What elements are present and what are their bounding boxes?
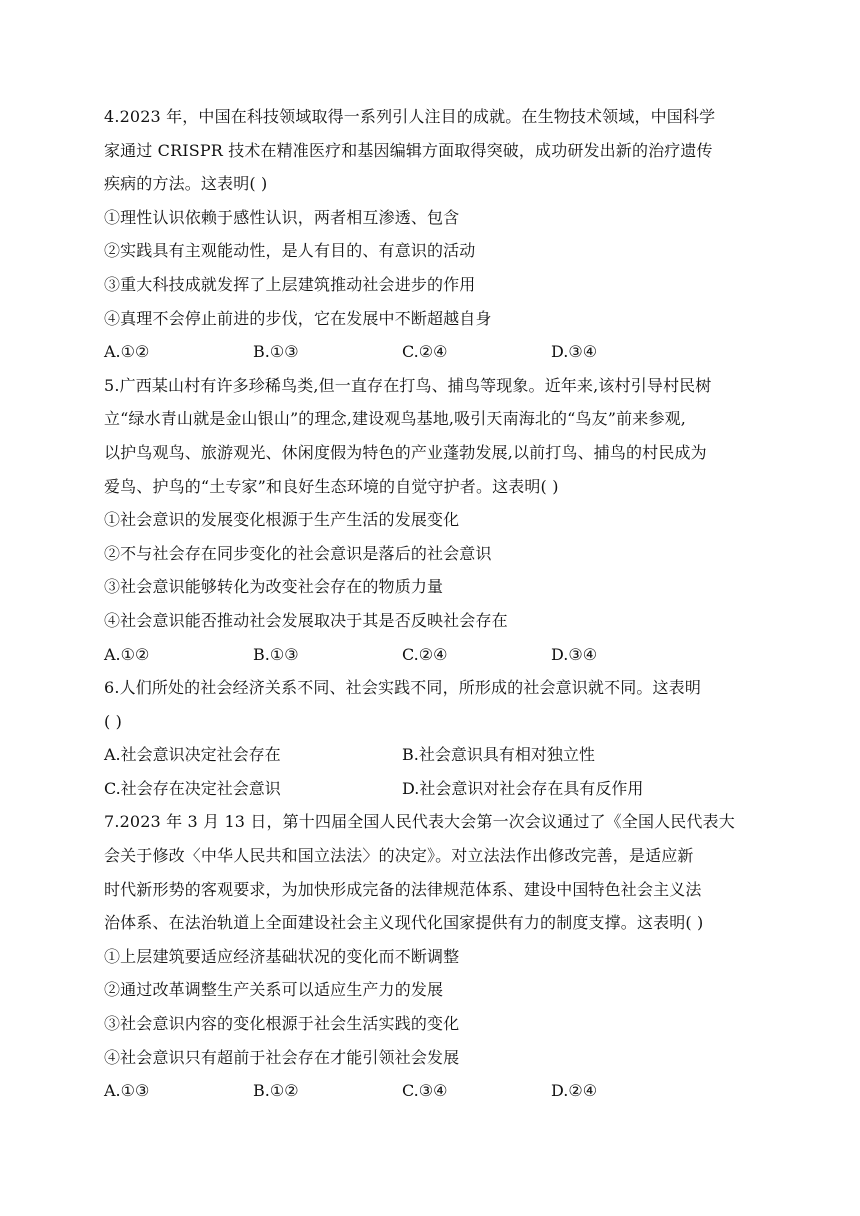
question-5 [104, 369, 764, 671]
answer-options [104, 335, 764, 369]
option-a: A.社会意识决定社会存在 [104, 745, 281, 765]
question-stem-line: 7.2023 年 3 月 13 日，第十四届全国人民代表大会第一次会议通过了《全国人民代表大 [104, 812, 735, 832]
option-d: D.③④ [551, 644, 598, 664]
statement-1: ①上层建筑要适应经济基础状况的变化而不断调整 [104, 946, 460, 966]
question-6 [104, 671, 764, 805]
statement-2: ②通过改革调整生产关系可以适应生产力的发展 [104, 980, 444, 1000]
answer-options [104, 638, 764, 672]
option-b: B.①③ [253, 342, 299, 362]
option-c: C.③④ [402, 1081, 448, 1101]
statement-3: ③社会意识内容的变化根源于社会生活实践的变化 [104, 1014, 460, 1034]
statement-1: ①社会意识的发展变化根源于生产生活的发展变化 [104, 510, 460, 530]
answer-options [104, 1074, 764, 1108]
option-c: C.②④ [402, 342, 448, 362]
question-stem-line: 家通过 CRISPR 技术在精准医疗和基因编辑方面取得突破，成功研发出新的治疗遗传 [104, 140, 713, 160]
question-stem-line: 4.2023 年，中国在科技领域取得一系列引人注目的成就。在生物技术领域，中国科学 [104, 107, 716, 126]
question-stem-line: ( ) [104, 711, 123, 731]
option-d: D.②④ [551, 1081, 598, 1101]
statement-4: ④社会意识能否推动社会发展取决于其是否反映社会存在 [104, 610, 508, 630]
question-stem-line: 疾病的方法。这表明( ) [104, 174, 268, 194]
statement-4: ④社会意识只有超前于社会存在才能引领社会发展 [104, 1047, 460, 1067]
question-stem-line: 会关于修改〈中华人民共和国立法法〉的决定》。对立法法作出修改完善，是适应新 [104, 846, 694, 866]
option-b: B.①② [253, 1081, 299, 1101]
option-a: A.①③ [104, 1081, 150, 1101]
question-stem-line: 立“绿水青山就是金山银山”的理念,建设观鸟基地,吸引天南海北的“鸟友”前来参观, [104, 409, 686, 429]
statement-4: ④真理不会停止前进的步伐，它在发展中不断超越自身 [104, 308, 492, 328]
option-c: C.社会存在决定社会意识 [104, 778, 281, 798]
statement-3: ③社会意识能够转化为改变社会存在的物质力量 [104, 577, 444, 597]
statement-1: ①理性认识依赖于感性认识，两者相互渗透、包含 [104, 207, 460, 227]
answer-options-row [104, 772, 764, 806]
question-stem-line: 治体系、在法治轨道上全面建设社会主义现代化国家提供有力的制度支撑。这表明( ) [104, 913, 704, 933]
answer-options-row [104, 738, 764, 772]
option-c: C.②④ [402, 644, 448, 664]
option-a: A.①② [104, 342, 150, 362]
option-d: D.③④ [551, 342, 598, 362]
question-stem-line: 6.人们所处的社会经济关系不同、社会实践不同，所形成的社会意识就不同。这表明 [104, 678, 701, 698]
statement-2: ②实践具有主观能动性，是人有目的、有意识的活动 [104, 241, 476, 261]
exam-page [104, 100, 764, 1108]
question-stem-line: 爱鸟、护鸟的“土专家”和良好生态环境的自觉守护者。这表明( ) [104, 476, 559, 496]
option-b: B.①③ [253, 644, 299, 664]
option-d: D.社会意识对社会存在具有反作用 [402, 778, 644, 798]
question-stem-line: 时代新形势的客观要求，为加快形成完备的法律规范体系、建设中国特色社会主义法 [104, 879, 702, 899]
statement-2: ②不与社会存在同步变化的社会意识是落后的社会意识 [104, 543, 492, 563]
statement-3: ③重大科技成就发挥了上层建筑推动社会进步的作用 [104, 274, 476, 294]
question-stem-line: 以护鸟观鸟、旅游观光、休闲度假为特色的产业蓬勃发展,以前打鸟、捕鸟的村民成为 [104, 442, 707, 462]
question-4 [104, 100, 764, 369]
option-a: A.①② [104, 644, 150, 664]
option-b: B.社会意识具有相对独立性 [402, 745, 595, 765]
question-stem-line: 5.广西某山村有许多珍稀鸟类,但一直存在打鸟、捕鸟等现象。近年来,该村引导村民树 [104, 375, 712, 395]
question-7 [104, 805, 764, 1107]
